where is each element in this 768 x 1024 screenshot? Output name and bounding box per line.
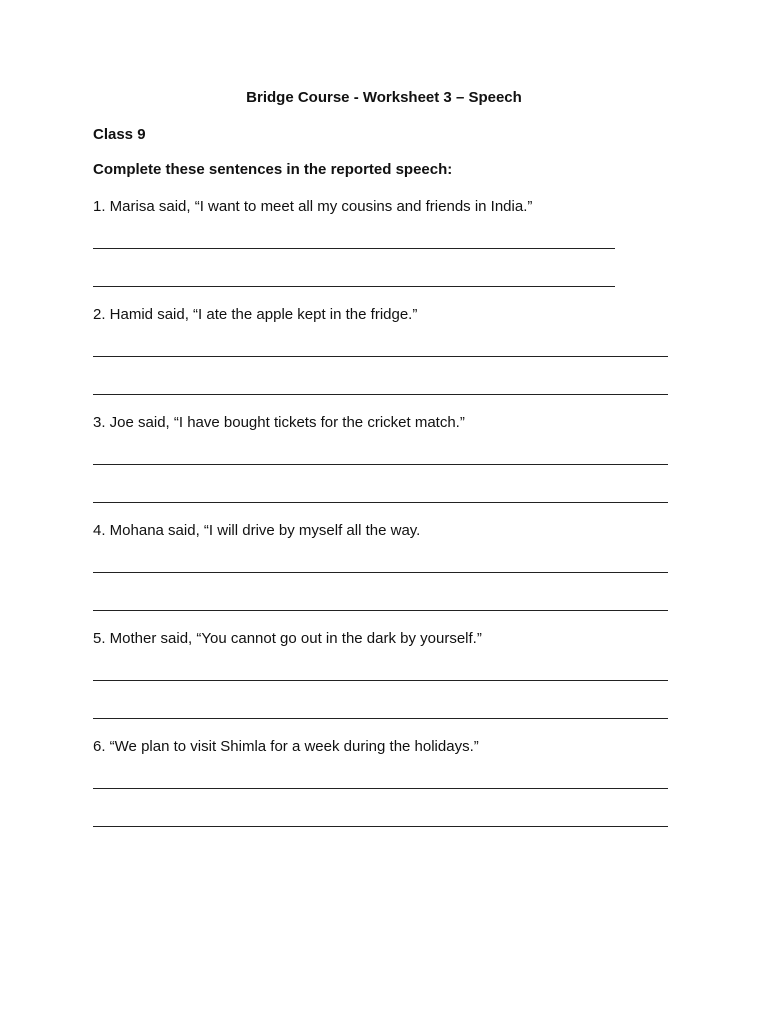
- question-2: 2. Hamid said, “I ate the apple kept in the fridge.”: [93, 306, 418, 323]
- answer-line-6b[interactable]: [93, 826, 668, 827]
- answer-line-2b[interactable]: [93, 394, 668, 395]
- answer-line-2a[interactable]: [93, 356, 668, 357]
- question-1: 1. Marisa said, “I want to meet all my cousins and friends in India.”: [93, 198, 533, 215]
- question-5: 5. Mother said, “You cannot go out in the dark by yourself.”: [93, 630, 482, 647]
- answer-line-1b[interactable]: [93, 286, 615, 287]
- question-4: 4. Mohana said, “I will drive by myself all the way.: [93, 522, 421, 539]
- answer-line-4b[interactable]: [93, 610, 668, 611]
- worksheet-title: Bridge Course - Worksheet 3 – Speech: [246, 89, 522, 106]
- answer-line-5b[interactable]: [93, 718, 668, 719]
- answer-line-4a[interactable]: [93, 572, 668, 573]
- answer-line-3a[interactable]: [93, 464, 668, 465]
- answer-line-5a[interactable]: [93, 680, 668, 681]
- answer-line-3b[interactable]: [93, 502, 668, 503]
- instructions: Complete these sentences in the reported speech:: [93, 161, 453, 178]
- class-label: Class 9: [93, 126, 146, 143]
- question-3: 3. Joe said, “I have bought tickets for the cricket match.”: [93, 414, 465, 431]
- answer-line-6a[interactable]: [93, 788, 668, 789]
- answer-line-1a[interactable]: [93, 248, 615, 249]
- question-6: 6. “We plan to visit Shimla for a week during the holidays.”: [93, 738, 479, 755]
